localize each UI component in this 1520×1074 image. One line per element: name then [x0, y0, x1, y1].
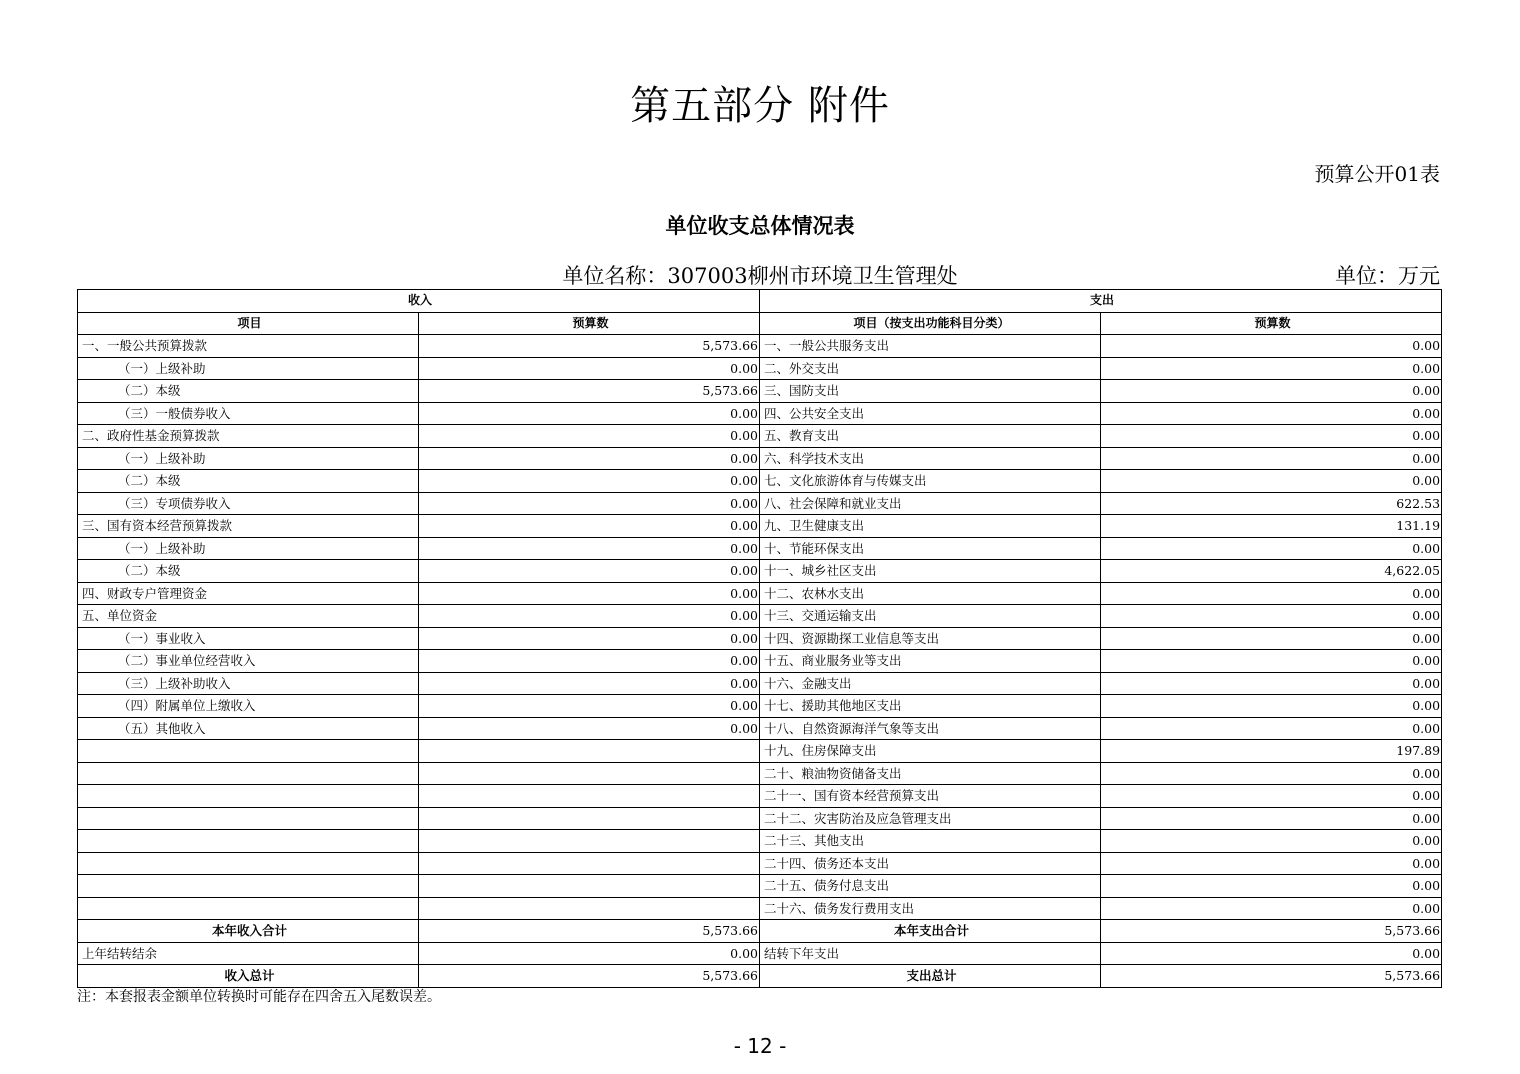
expense-item: 五、教育支出 — [760, 425, 1101, 448]
table-row — [78, 762, 1442, 785]
expense-budget-header: 预算数 — [1101, 312, 1442, 335]
income-value: 0.00 — [419, 717, 760, 740]
carryover-row — [78, 942, 1442, 965]
table-code: 预算公开01表 — [1314, 162, 1440, 186]
table-row — [78, 402, 1442, 425]
table-row — [78, 717, 1442, 740]
income-item: （三）上级补助收入 — [78, 672, 419, 695]
income-value: 0.00 — [419, 605, 760, 628]
expense-value: 0.00 — [1101, 672, 1442, 695]
expense-value: 0.00 — [1101, 537, 1442, 560]
income-value — [419, 897, 760, 920]
income-item: （二）本级 — [78, 380, 419, 403]
expense-item: 十、节能环保支出 — [760, 537, 1101, 560]
income-item: （四）附属单位上缴收入 — [78, 695, 419, 718]
table-row — [78, 492, 1442, 515]
table-row — [78, 582, 1442, 605]
expense-item: 十九、住房保障支出 — [760, 740, 1101, 763]
table-row — [78, 897, 1442, 920]
expense-value: 0.00 — [1101, 852, 1442, 875]
table-row — [78, 537, 1442, 560]
year-income-value: 5,573.66 — [419, 920, 760, 943]
expense-value: 0.00 — [1101, 402, 1442, 425]
income-item — [78, 807, 419, 830]
expense-value: 0.00 — [1101, 650, 1442, 673]
expense-header: 支出 — [760, 290, 1442, 313]
table-row — [78, 470, 1442, 493]
expense-total-value: 5,573.66 — [1101, 965, 1442, 988]
expense-item: 九、卫生健康支出 — [760, 515, 1101, 538]
expense-value: 0.00 — [1101, 605, 1442, 628]
income-item: （五）其他收入 — [78, 717, 419, 740]
income-item — [78, 852, 419, 875]
income-value — [419, 740, 760, 763]
carry-next-value: 0.00 — [1101, 942, 1442, 965]
expense-item: 二、外交支出 — [760, 357, 1101, 380]
expense-item: 十七、援助其他地区支出 — [760, 695, 1101, 718]
page-number: - 12 - — [733, 1034, 787, 1058]
income-item: 二、政府性基金预算拨款 — [78, 425, 419, 448]
expense-item: 一、一般公共服务支出 — [760, 335, 1101, 358]
expense-value: 197.89 — [1101, 740, 1442, 763]
income-item: （一）上级补助 — [78, 447, 419, 470]
table-row — [78, 875, 1442, 898]
table-row — [78, 425, 1442, 448]
table-body — [78, 335, 1442, 920]
income-item: （三）一般债券收入 — [78, 402, 419, 425]
income-item — [78, 897, 419, 920]
table-row — [78, 357, 1442, 380]
income-value — [419, 875, 760, 898]
expense-value: 0.00 — [1101, 582, 1442, 605]
income-item — [78, 740, 419, 763]
income-value: 0.00 — [419, 560, 760, 583]
carry-next-label: 结转下年支出 — [760, 942, 1101, 965]
income-item: （三）专项债券收入 — [78, 492, 419, 515]
expense-value: 0.00 — [1101, 447, 1442, 470]
table-row — [78, 830, 1442, 853]
expense-item: 二十三、其他支出 — [760, 830, 1101, 853]
income-value: 0.00 — [419, 582, 760, 605]
table-row — [78, 560, 1442, 583]
table-row — [78, 627, 1442, 650]
unit-label: 单位：万元 — [1335, 264, 1440, 288]
expense-value: 0.00 — [1101, 380, 1442, 403]
expense-value: 622.53 — [1101, 492, 1442, 515]
grand-total-row — [78, 965, 1442, 988]
income-budget-header: 预算数 — [419, 312, 760, 335]
expense-item: 十三、交通运输支出 — [760, 605, 1101, 628]
expense-value: 0.00 — [1101, 785, 1442, 808]
expense-item: 七、文化旅游体育与传媒支出 — [760, 470, 1101, 493]
income-value: 0.00 — [419, 402, 760, 425]
expense-total-label: 支出总计 — [760, 965, 1101, 988]
table-row — [78, 852, 1442, 875]
expense-value: 0.00 — [1101, 425, 1442, 448]
expense-item: 四、公共安全支出 — [760, 402, 1101, 425]
income-item: （二）本级 — [78, 470, 419, 493]
income-value: 0.00 — [419, 357, 760, 380]
income-item: （二）事业单位经营收入 — [78, 650, 419, 673]
income-value: 0.00 — [419, 537, 760, 560]
expense-item: 二十六、债务发行费用支出 — [760, 897, 1101, 920]
income-value: 0.00 — [419, 695, 760, 718]
income-item-header: 项目 — [78, 312, 419, 335]
income-total-label: 收入总计 — [78, 965, 419, 988]
table-row — [78, 740, 1442, 763]
expense-value: 4,622.05 — [1101, 560, 1442, 583]
income-value: 0.00 — [419, 470, 760, 493]
expense-value: 0.00 — [1101, 717, 1442, 740]
expense-item: 二十五、债务付息支出 — [760, 875, 1101, 898]
income-item: （一）事业收入 — [78, 627, 419, 650]
expense-value: 131.19 — [1101, 515, 1442, 538]
expense-item: 六、科学技术支出 — [760, 447, 1101, 470]
expense-item: 二十一、国有资本经营预算支出 — [760, 785, 1101, 808]
header-row-columns — [78, 312, 1442, 335]
income-value: 0.00 — [419, 492, 760, 515]
income-value — [419, 852, 760, 875]
expense-value: 0.00 — [1101, 695, 1442, 718]
income-value — [419, 830, 760, 853]
income-item: 五、单位资金 — [78, 605, 419, 628]
income-item — [78, 785, 419, 808]
expense-item: 十五、商业服务业等支出 — [760, 650, 1101, 673]
table-row — [78, 335, 1442, 358]
income-item: 三、国有资本经营预算拨款 — [78, 515, 419, 538]
income-value: 0.00 — [419, 515, 760, 538]
part-title: 第五部分 附件 — [630, 83, 890, 129]
income-item — [78, 762, 419, 785]
income-item: （一）上级补助 — [78, 357, 419, 380]
expense-item: 二十四、债务还本支出 — [760, 852, 1101, 875]
table-row — [78, 605, 1442, 628]
income-item: 四、财政专户管理资金 — [78, 582, 419, 605]
income-value: 0.00 — [419, 425, 760, 448]
expense-item: 十四、资源勘探工业信息等支出 — [760, 627, 1101, 650]
income-value: 5,573.66 — [419, 335, 760, 358]
header-row-group — [78, 290, 1442, 313]
income-value: 5,573.66 — [419, 380, 760, 403]
expense-value: 0.00 — [1101, 470, 1442, 493]
year-total-row — [78, 920, 1442, 943]
income-item — [78, 875, 419, 898]
expense-item: 八、社会保障和就业支出 — [760, 492, 1101, 515]
income-item — [78, 830, 419, 853]
table-row — [78, 807, 1442, 830]
carryover-label: 上年结转结余 — [78, 942, 419, 965]
income-header: 收入 — [78, 290, 760, 313]
income-total-value: 5,573.66 — [419, 965, 760, 988]
carryover-value: 0.00 — [419, 942, 760, 965]
expense-item: 二十、粮油物资储备支出 — [760, 762, 1101, 785]
table-title: 单位收支总体情况表 — [665, 214, 855, 238]
income-value: 0.00 — [419, 650, 760, 673]
year-expense-label: 本年支出合计 — [760, 920, 1101, 943]
expense-value: 0.00 — [1101, 830, 1442, 853]
income-value — [419, 785, 760, 808]
expense-value: 0.00 — [1101, 357, 1442, 380]
expense-value: 0.00 — [1101, 627, 1442, 650]
expense-item: 三、国防支出 — [760, 380, 1101, 403]
expense-item: 二十二、灾害防治及应急管理支出 — [760, 807, 1101, 830]
expense-value: 0.00 — [1101, 875, 1442, 898]
expense-item: 十六、金融支出 — [760, 672, 1101, 695]
income-item: （一）上级补助 — [78, 537, 419, 560]
table-row — [78, 672, 1442, 695]
table-row — [78, 380, 1442, 403]
budget-table — [77, 289, 1442, 988]
income-item: 一、一般公共预算拨款 — [78, 335, 419, 358]
income-value: 0.00 — [419, 672, 760, 695]
unit-name: 单位名称：307003柳州市环境卫生管理处 — [562, 264, 958, 288]
expense-value: 0.00 — [1101, 897, 1442, 920]
totals-body — [78, 920, 1442, 988]
expense-item: 十八、自然资源海洋气象等支出 — [760, 717, 1101, 740]
expense-item: 十一、城乡社区支出 — [760, 560, 1101, 583]
income-value: 0.00 — [419, 627, 760, 650]
expense-item-header: 项目（按支出功能科目分类） — [760, 312, 1101, 335]
expense-value: 0.00 — [1101, 807, 1442, 830]
expense-value: 0.00 — [1101, 335, 1442, 358]
expense-value: 0.00 — [1101, 762, 1442, 785]
table-row — [78, 785, 1442, 808]
expense-item: 十二、农林水支出 — [760, 582, 1101, 605]
table-row — [78, 515, 1442, 538]
table-row — [78, 447, 1442, 470]
income-value: 0.00 — [419, 447, 760, 470]
income-item: （二）本级 — [78, 560, 419, 583]
footnote: 注：本套报表金额单位转换时可能存在四舍五入尾数误差。 — [77, 989, 441, 1005]
table-row — [78, 650, 1442, 673]
income-value — [419, 762, 760, 785]
table-row — [78, 695, 1442, 718]
income-value — [419, 807, 760, 830]
year-expense-value: 5,573.66 — [1101, 920, 1442, 943]
year-income-label: 本年收入合计 — [78, 920, 419, 943]
